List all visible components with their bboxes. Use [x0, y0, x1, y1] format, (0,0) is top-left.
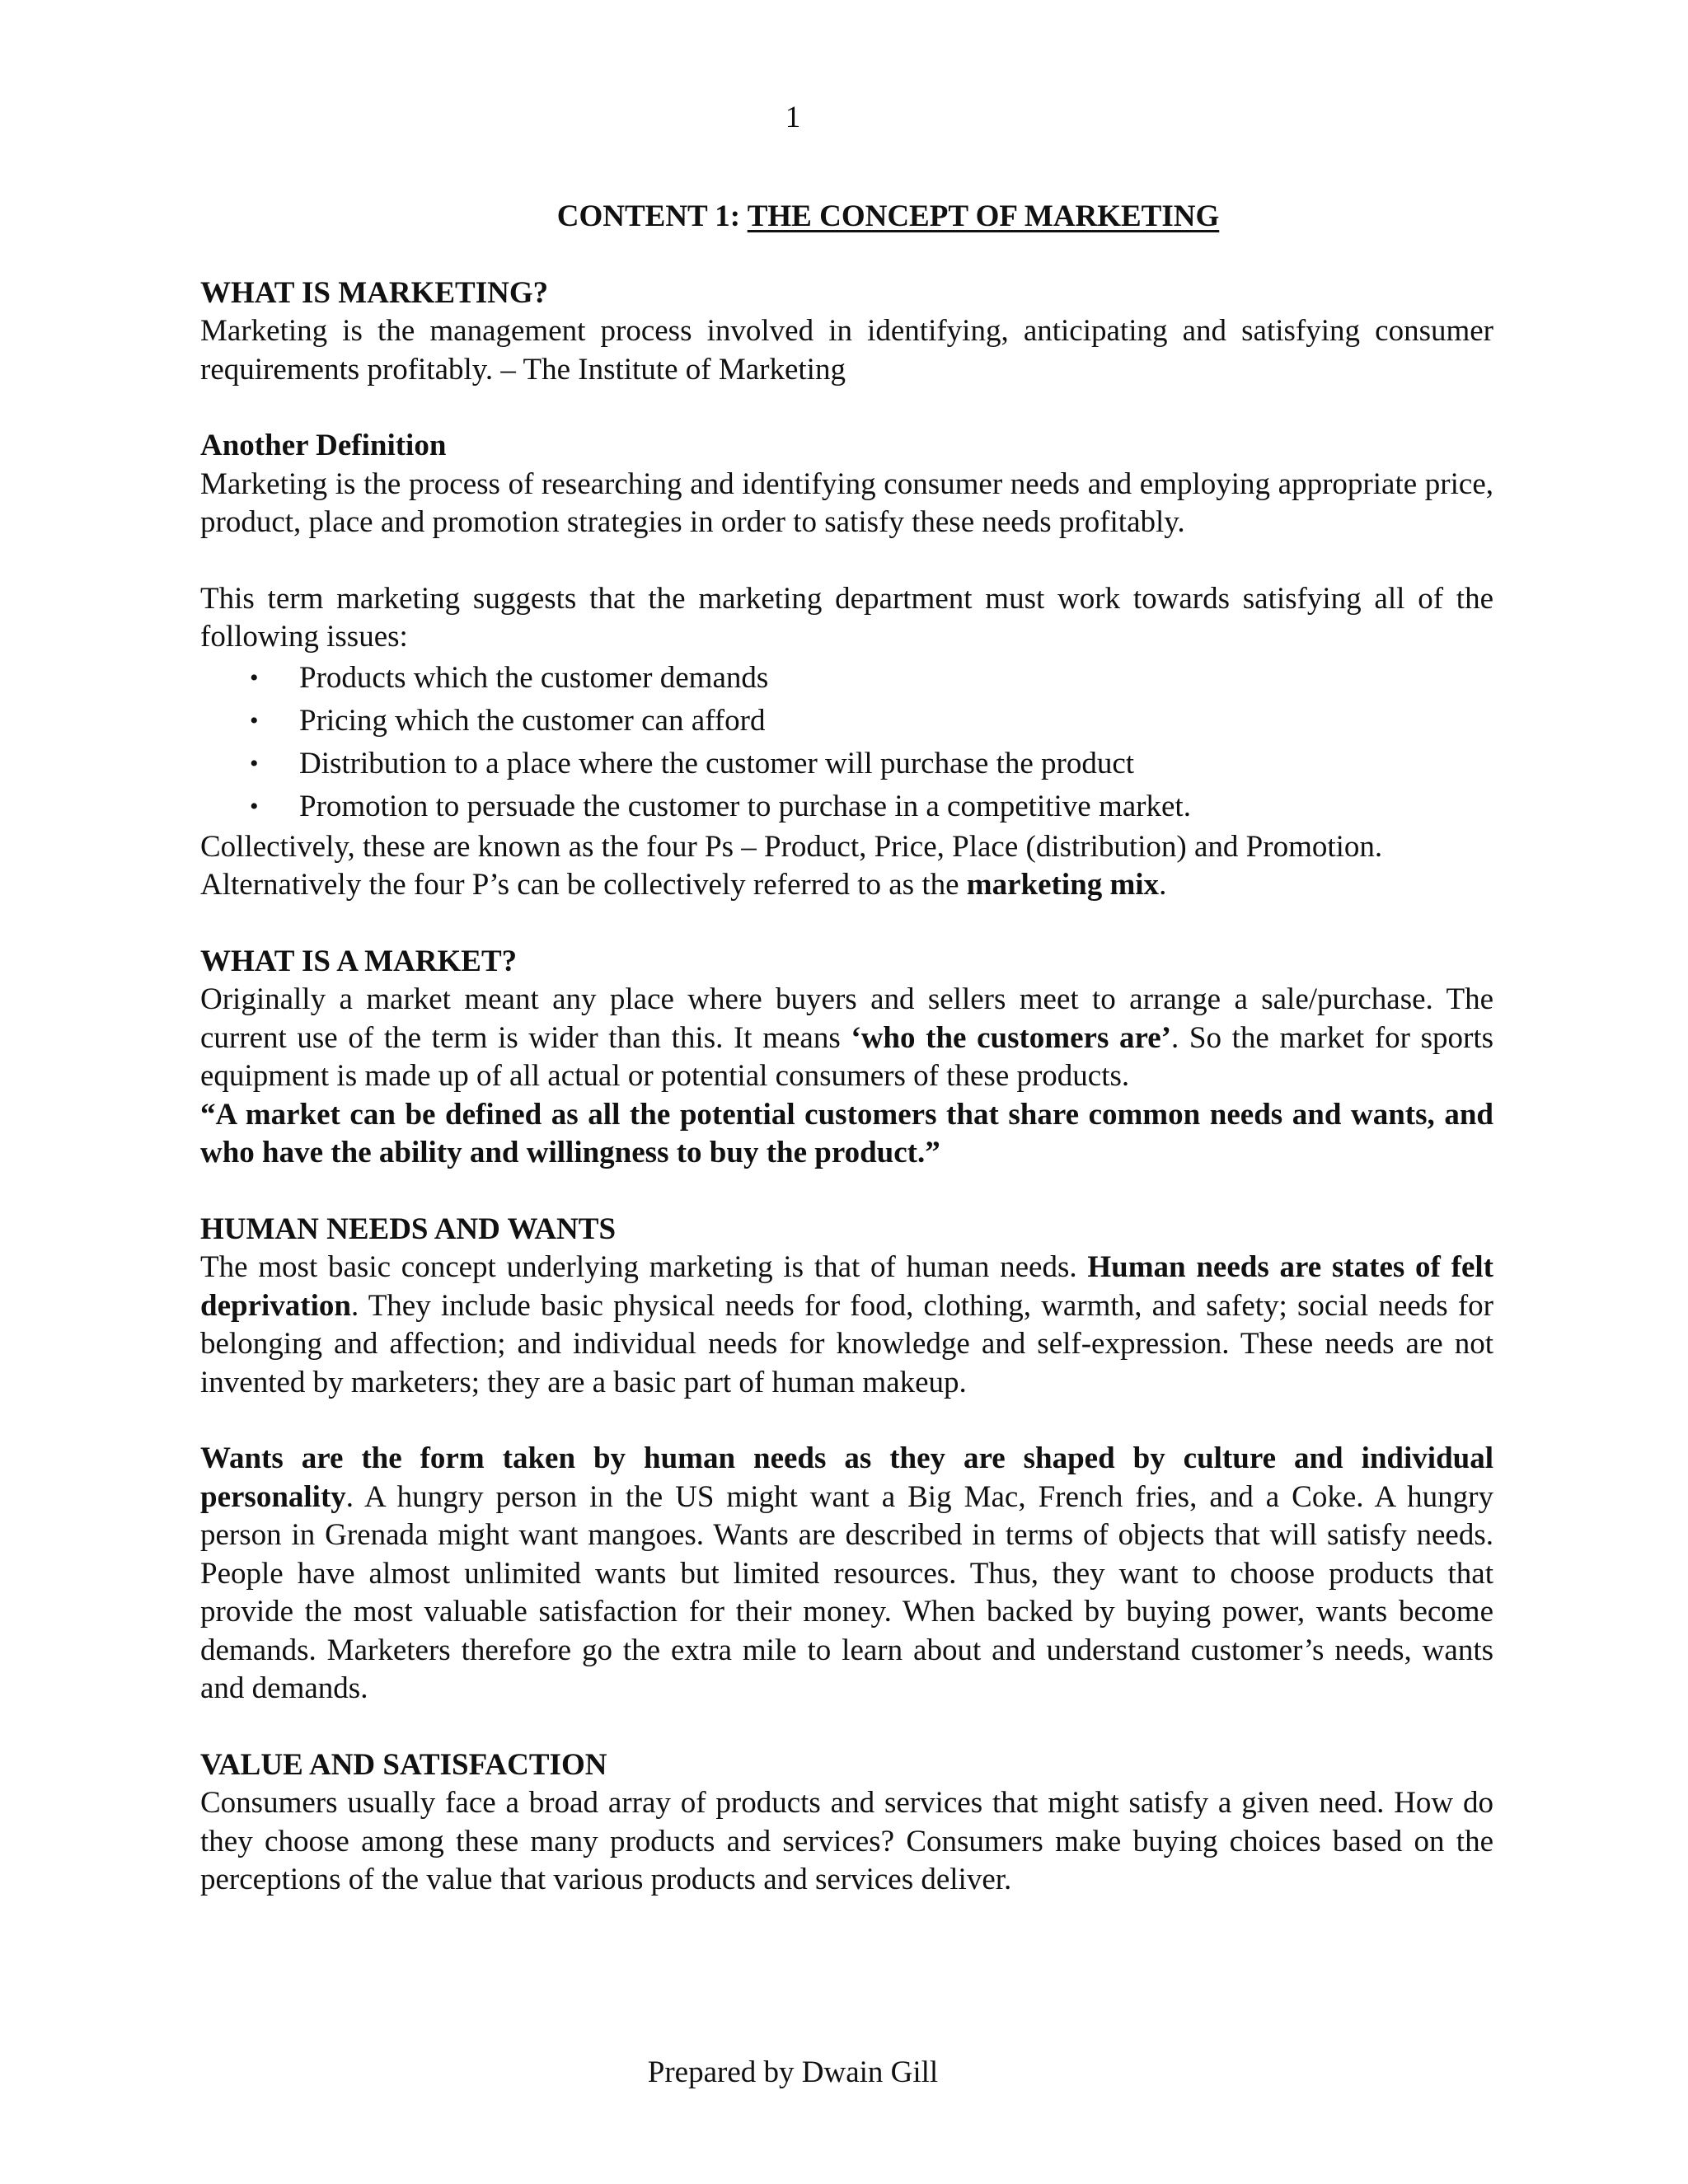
- paragraph-four-ps-summary: Collectively, these are known as the four Ps – Product, Price, Place (distribution) and Promotion.: [200, 829, 1383, 864]
- list-item: [200, 657, 1493, 700]
- human-needs-rest: . They include basic physical needs for food, clothing, warmth, and safety; social needs for belonging and affection; and individual needs for knowledge and self-expression. These needs are not invented by marketers; they are a basic part of human makeup.: [200, 1288, 1493, 1399]
- paragraph-market-definition-quote: [200, 1096, 1493, 1173]
- paragraph-marketing-mix: [200, 866, 1493, 905]
- marketing-mix-lead: Alternatively the four P’s can be collectively referred to as the: [200, 868, 967, 902]
- heading-what-is-marketing: WHAT IS MARKETING?: [200, 275, 549, 310]
- marketing-mix-end: .: [1159, 868, 1167, 902]
- paragraph-another-definition: Marketing is the process of researching and identifying consumer needs and employing appropriate price, product, place and promotion strategies in order to satisfy these needs profitably.: [200, 466, 1493, 539]
- four-ps-bullet-list: [200, 657, 1493, 828]
- bullet-icon: •: [250, 792, 259, 820]
- list-item-text: Distribution to a place where the customer will purchase the product: [299, 746, 1135, 780]
- market-meaning-emphasis: ‘who the customers are’: [851, 1020, 1172, 1055]
- wants-rest: . A hungry person in the US might want a Big Mac, French fries, and a Coke. A hungry person in Grenada might want mangoes. Wants are described in terms of objects that will satisfy needs. People have almost unlimited wants but limited resources. Thus, they want to choose products that provide the most valuable satisfaction for their money. When backed by buying power, wants become demands. Marketers therefore go the extra mile to learn about and understand customer’s needs, wants and demands.: [200, 1479, 1493, 1705]
- page-content: [200, 198, 1493, 1900]
- paragraph-human-needs: [200, 1249, 1493, 1402]
- market-meaning-lead: Originally a market meant any place where buyers and sellers meet to arrange a sale/purchase. The current use of the term is wider than this. It means: [200, 982, 1493, 1055]
- title-underlined: THE CONCEPT OF MARKETING: [747, 199, 1220, 233]
- heading-another-definition: Another Definition: [200, 429, 447, 462]
- paragraph-market-meaning: [200, 981, 1493, 1096]
- paragraph-marketing-definition: Marketing is the management process involved in identifying, anticipating and satisfying consumer requirements profitably. – The Institute of Marketing: [200, 314, 1493, 387]
- heading-what-is-a-market: WHAT IS A MARKET?: [200, 944, 518, 978]
- human-needs-lead: The most basic concept underlying marketing is that of human needs.: [200, 1250, 1088, 1284]
- list-item: [200, 785, 1493, 828]
- list-item-text: Pricing which the customer can afford: [299, 703, 766, 738]
- heading-human-needs-and-wants: HUMAN NEEDS AND WANTS: [200, 1212, 617, 1246]
- list-item-text: Promotion to persuade the customer to purchase in a competitive market.: [299, 789, 1191, 823]
- bullet-icon: •: [250, 663, 259, 691]
- market-meaning-rest: . So the market for sports equipment is made up of all actual or potential consumers of these products.: [200, 1020, 1493, 1093]
- market-definition-quote: “A market can be defined as all the potential customers that share common needs and wants, and who have the ability and willingness to buy the product.”: [200, 1097, 1493, 1169]
- list-item-text: Products which the customer demands: [299, 660, 769, 695]
- bullet-icon: •: [250, 749, 259, 777]
- page-number: 1: [785, 101, 801, 134]
- title-prefix: CONTENT 1:: [556, 199, 748, 233]
- marketing-mix-term: marketing mix: [966, 868, 1160, 902]
- heading-value-and-satisfaction: VALUE AND SATISFACTION: [200, 1747, 607, 1782]
- paragraph-value-satisfaction: Consumers usually face a broad array of products and services that might satisfy a given need. How do they choose among these many products and services? Consumers make buying choices based on the perceptions of the value that various products and services deliver.: [200, 1786, 1493, 1896]
- bullet-icon: •: [250, 706, 259, 734]
- list-item: [200, 743, 1493, 785]
- human-needs-definition: Human needs are states of felt deprivation: [200, 1250, 1493, 1323]
- page-footer: Prepared by Dwain Gill: [647, 2055, 939, 2089]
- list-item: [200, 700, 1493, 743]
- paragraph-wants: [200, 1440, 1493, 1708]
- paragraph-four-ps-intro: This term marketing suggests that the marketing department must work towards satisfying all of the following issues:: [200, 581, 1493, 654]
- page-title: [200, 198, 1493, 237]
- wants-definition: Wants are the form taken by human needs as they are shaped by culture and individual personality: [200, 1441, 1493, 1514]
